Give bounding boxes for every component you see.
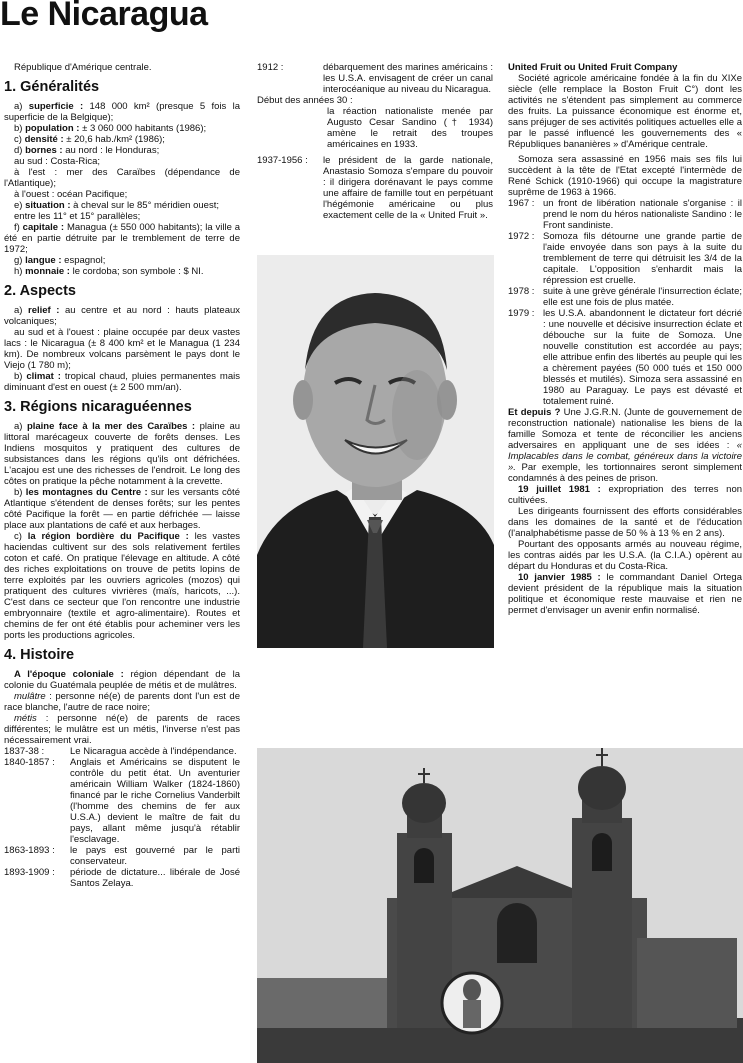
section-2-heading: 2. Aspects — [4, 283, 76, 299]
history-date: Début des années 30 : — [257, 95, 353, 106]
item-situation: e) situation : à cheval sur le 85° méridien ouest; — [14, 200, 219, 211]
cathedral-photo — [257, 748, 743, 1063]
somoza-text: Somoza sera assassiné en 1956 mais ses fils lui succèdent à la tête de l'Etat excepté l'intermède de René Schick (1910-1966) qui occupe la magistrature suprême de 1963 à 1966. — [508, 154, 742, 198]
item-climat: b) climat : tropical chaud, pluies permanentes mais diminuant d'est en ouest (± 2 500 mm/an). — [4, 371, 240, 393]
item-bornes-est: à l'est : mer des Caraïbes (dépendance de l'Atlantique); — [4, 167, 240, 189]
history-event: 1967 : un front de libération nationale s'organise : il prend le nom du héros nationaliste Sandino : le Front sandiniste. — [508, 198, 742, 231]
item-bornes-sud: au sud : Costa-Rica; — [14, 156, 101, 167]
item-plaine: a) plaine face à la mer des Caraïbes : plaine au littoral marécageux couverte de forêts denses. Les Indiens mosquitos y pratiquent des cultures de subsistances dans les régions qu'ils ont défrichées. L'acajou est une des richesses de l'endroit. Le long des côtes on pratique la pêche notamment à la crevette. — [4, 421, 241, 487]
dirigeants-text: Les dirigeants fournissent des efforts considérables dans les domaines de la santé et de l'éducation (l'analphabétisme passe de 50 % à 13 % en 2 ans). — [508, 506, 742, 539]
item-superficie: a) superficie : 148 000 km² (presque 5 fois la superficie de la Belgique); — [4, 101, 241, 123]
section-1-heading: 1. Généralités — [4, 79, 100, 95]
history-event: 1972 : Somoza fils détourne une grande partie de l'aide envoyée dans son pays à la suite du tremblement de terre qui détruisit les 3/4 de la capitale. L'opposition s'enhardit mais la répression est cruelle. — [508, 231, 742, 286]
opposants-text: Pourtant des opposants armés au nouveau régime, les contras aidés par les U.S.A. (la C.I.A.) opèrent au départ du Honduras et du Costa-Rica. — [508, 539, 742, 572]
item-population: b) population : ± 3 060 000 habitants (1986); — [14, 123, 207, 134]
column-1 — [4, 62, 240, 889]
depuis-text: Et depuis ? Une J.G.R.N. (Junte de gouvernement de reconstruction nationale) nationalise les biens de la famille Somoza et tente de réconcilier les anciens adversaires en appliquant une de ses idées : « Implacables dans le combat, généreux dans la victoire ». Par exemple, les tortionnaires seront simplement condamnés à des peines de prison. — [508, 407, 743, 484]
history-text: la réaction nationaliste menée par Augusto Cesar Sandino († 1934) amène le retrait des troupes américaines en 1933. — [327, 106, 493, 150]
item-relief: a) relief : au centre et au nord : hauts plateaux volcaniques; — [4, 305, 241, 327]
history-event: 1863-1893 : le pays est gouverné par le parti conservateur. — [4, 845, 240, 867]
item-metis: métis : personne né(e) de parents de races différentes; le mulâtre est un métis, l'inverse n'est pas nécessairement vrai. — [4, 713, 241, 746]
item-densite: c) densité : ± 20,6 hab./km² (1986); — [14, 134, 165, 145]
juillet-text: 19 juillet 1981 : expropriation des terres non cultivées. — [508, 484, 743, 506]
column-3 — [508, 62, 742, 616]
janvier-text: 10 janvier 1985 : le commandant Daniel Ortega devient président de la république mais la situation politique et économique reste mauvaise et rien ne permet d'envisager un avenir enfin normalisé. — [508, 572, 742, 616]
history-event: 1979 : les U.S.A. abandonnent le dictateur fort décrié : une nouvelle et décisive insurrection éclate et débouche sur la fuite de Somoza. Une nouvelle constitution est accordée au pays; elle attribue enfin des libertés au peuple qui les a chèrement payées (50 000 tués et 150 000 blessés et mutilés). Simoza sera assassiné en 1980 au Paraguay. Le pays est dévasté et totalement ruiné. — [508, 308, 742, 407]
page-title: Le Nicaragua — [0, 0, 208, 33]
item-langue: g) langue : espagnol; — [14, 255, 106, 266]
column-2 — [257, 62, 493, 221]
history-event: 1837-38 : Le Nicaragua accède à l'indépendance. — [4, 746, 237, 757]
section-3-heading: 3. Régions nicaraguéennes — [4, 399, 192, 415]
item-capitale: f) capitale : Managua (± 550 000 habitants); la ville a été en partie détruite par le tremblement de terre de 1972; — [4, 222, 241, 255]
item-bornes: d) bornes : au nord : le Honduras; — [14, 145, 160, 156]
item-bornes-ouest: à l'ouest : océan Pacifique; — [14, 189, 128, 200]
item-relief-2: au sud et à l'ouest : plaine occupée par deux vastes lacs : le Nicaragua (± 8 400 km² et le Managua (1 234 km). De nombreux volcans parsèment le pays dont le Viejo (1 780 m); — [4, 327, 240, 371]
portrait-photo — [257, 255, 494, 648]
item-monnaie: h) monnaie : le cordoba; son symbole : $ NI. — [14, 266, 204, 277]
united-fruit-text: Société agricole américaine fondée à la fin du XIXe siècle (elle remplace la Boston Fruit C°) dont les activités ne s'étendent pas simplement au commerce des fruits. La puissance économique est énorme et, sans préjuger de ses activités politiques actuelles elle a par le passé influencé les gouvernements des « Républiques bananières » d'Amérique centrale. — [508, 73, 742, 150]
item-pacifique: c) la région bordière du Pacifique : les vastes haciendas cultivent sur des sols relativement fertiles coton et café. On pratique l'élevage en altitude. A côté des riches exploitations on trouve de petits lopins de terre exploités par les ouvriers agricoles (mozos) qui pratiquent des cultures vivrières (maïs, haricots, ...). C'est dans ce secteur que l'on rencontre une industrie embryonnaire (textile et agro-alimentaire). Routes et chemins de fer ont été établis pour acheminer vers les ports les productions agricoles. — [4, 531, 240, 641]
history-event: 1840-1857 : Anglais et Américains se disputent le contrôle du petit état. Un aventurier américain William Walker (1824-1860) financé par le riche Cornelius Vanderbilt (l'homme des chemins de fer aux U.S.A.) devient le maître de fait du pays, allant même jusqu'à rétablir l'esclavage. — [4, 757, 240, 845]
united-fruit-heading: United Fruit ou United Fruit Company — [508, 62, 678, 73]
item-coloniale: A l'époque coloniale : région dépendant de la colonie du Guatémala peuplée de métis et de mulâtres. — [4, 669, 240, 691]
item-montagnes: b) les montagnes du Centre : sur les versants côté Atlantique s'étendent de denses forêts; sur les pentes côté Pacifique la forêt — en partie défrichée — laisse place aux plantations de café et aux herbages. — [4, 487, 240, 531]
section-4-heading: 4. Histoire — [4, 647, 75, 663]
history-event: 1912 : débarquement des marines américains : les U.S.A. envisagent de créer un canal interocéanique au niveau du Nicaragua. — [257, 62, 493, 95]
history-event: 1937-1956 : le président de la garde nationale, Anastasio Somoza s'empare du pouvoir : il dirigera dorénavant le pays comme une affaire de famille tout en perpétuant l'hégémonie américaine ou plus exactement celle de la « United Fruit ». — [257, 155, 493, 221]
history-event: 1978 : suite à une grève générale l'insurrection éclate; elle est une fois de plus matée. — [508, 286, 742, 308]
item-situation-2: entre les 11° et 15° parallèles; — [14, 211, 141, 222]
history-event: 1893-1909 : période de dictature... libérale de José Santos Zelaya. — [4, 867, 240, 889]
intro-text: République d'Amérique centrale. — [14, 62, 152, 73]
item-mulatre: mulâtre : personne né(e) de parents dont l'un est de race blanche, l'autre de race noire; — [4, 691, 240, 713]
